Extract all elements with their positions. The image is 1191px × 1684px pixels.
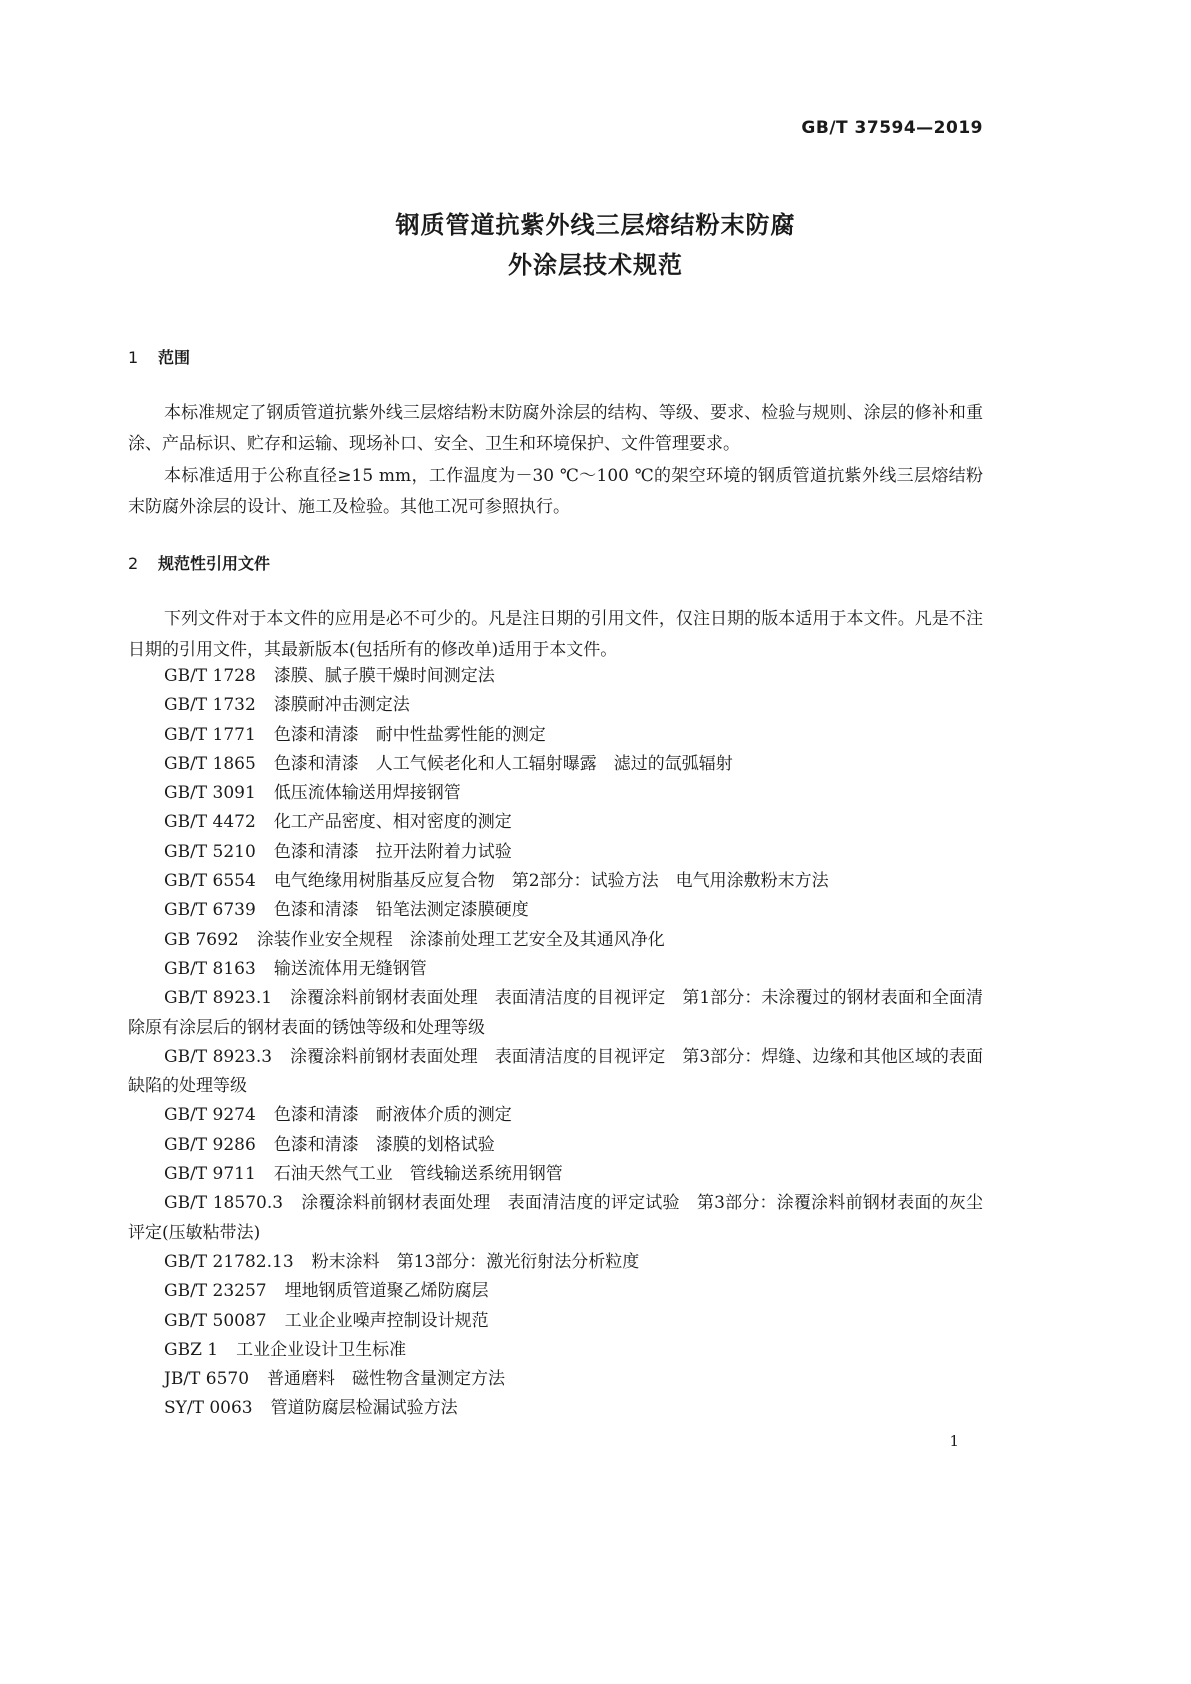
reference-code: GB/T 1865 [164,753,256,774]
reference-item [128,984,983,1043]
reference-code: GB/T 9286 [164,1134,256,1155]
reference-item [128,838,983,867]
reference-title: 电气绝缘用树脂基反应复合物 第2部分：试验方法 电气用涂敷粉末方法 [273,871,829,892]
reference-code: GB/T 1728 [164,666,256,686]
reference-title: 色漆和清漆 漆膜的划格试验 [273,1134,495,1155]
reference-title: 漆膜、腻子膜干燥时间测定法 [273,666,495,686]
reference-title: 色漆和清漆 耐液体介质的测定 [273,1105,512,1126]
reference-item [128,955,983,984]
reference-item [128,1336,983,1365]
reference-title: 色漆和清漆 铅笔法测定漆膜硬度 [273,900,529,921]
reference-code: GB/T 1771 [164,724,256,745]
reference-code: GB/T 23257 [164,1281,267,1302]
section-number: 2 [128,554,139,573]
reference-code: GB/T 21782.13 [164,1251,294,1272]
section-1-heading [128,345,190,368]
reference-code: GB/T 5210 [164,841,256,862]
section-title: 范围 [158,348,191,367]
reference-item [128,1248,983,1277]
reference-code: JB/T 6570 [164,1369,250,1390]
reference-item [128,779,983,808]
reference-title: 涂覆涂料前钢材表面处理 表面清洁度的评定试验 第3部分：涂覆涂料前钢材表面的灰尘评定(压敏粘带法) [128,1193,983,1243]
reference-item [128,721,983,750]
reference-title: 色漆和清漆 拉开法附着力试验 [273,841,512,862]
reference-item [128,662,983,691]
reference-code: GB 7692 [164,929,239,950]
reference-title: 管道防腐层检漏试验方法 [270,1398,458,1419]
reference-item [128,808,983,837]
reference-code: GB/T 50087 [164,1310,267,1331]
reference-item [128,750,983,779]
reference-code: GB/T 8163 [164,958,256,979]
reference-code: GB/T 8923.3 [164,1046,273,1067]
reference-title: 涂覆涂料前钢材表面处理 表面清洁度的目视评定 第3部分：焊缝、边缘和其他区域的表面缺陷的处理等级 [128,1046,983,1097]
reference-title: 色漆和清漆 耐中性盐雾性能的测定 [273,724,546,745]
reference-code: GBZ 1 [164,1339,219,1360]
reference-item [128,1160,983,1189]
reference-code: SY/T 0063 [164,1398,253,1419]
reference-title: 漆膜耐冲击测定法 [273,695,410,716]
reference-title: 工业企业设计卫生标准 [236,1339,407,1360]
section-2-heading [128,551,270,574]
standard-code: GB/T 37594—2019 [801,118,983,138]
reference-code: GB/T 9274 [164,1105,256,1126]
reference-code: GB/T 1732 [164,695,256,716]
title-line-2: 外涂层技术规范 [508,251,683,279]
reference-item [128,1365,983,1394]
page-number: 1 [949,1432,959,1450]
reference-title: 低压流体输送用焊接钢管 [273,783,461,804]
reference-item [128,1189,983,1248]
reference-title: 涂装作业安全规程 涂漆前处理工艺安全及其通风净化 [256,929,665,950]
reference-title: 输送流体用无缝钢管 [273,958,427,979]
reference-title: 色漆和清漆 人工气候老化和人工辐射曝露 滤过的氙弧辐射 [273,753,733,774]
section-1-paragraph-1: 本标准规定了钢质管道抗紫外线三层熔结粉末防腐外涂层的结构、等级、要求、检验与规则、涂层的修补和重涂、产品标识、贮存和运输、现场补口、安全、卫生和环境保护、文件管理要求。 [128,403,983,454]
reference-list [128,662,983,1424]
reference-item [128,867,983,896]
section-title: 规范性引用文件 [158,554,271,573]
reference-item [128,1394,983,1423]
reference-code: GB/T 18570.3 [164,1193,284,1214]
section-number: 1 [128,348,139,367]
reference-title: 工业企业噪声控制设计规范 [284,1310,489,1331]
title-line-1: 钢质管道抗紫外线三层熔结粉末防腐 [395,211,796,239]
reference-item [128,1043,983,1102]
reference-item [128,1131,983,1160]
reference-title: 石油天然气工业 管线输送系统用钢管 [273,1164,563,1185]
reference-title: 粉末涂料 第13部分：激光衍射法分析粒度 [311,1251,640,1272]
document-title [0,205,1191,285]
reference-code: GB/T 9711 [164,1164,256,1185]
reference-item [128,926,983,955]
reference-code: GB/T 4472 [164,812,256,833]
reference-code: GB/T 8923.1 [164,988,273,1009]
reference-code: GB/T 6739 [164,900,256,921]
reference-title: 普通磨料 磁性物含量测定方法 [267,1369,506,1390]
reference-code: GB/T 6554 [164,871,256,892]
reference-title: 化工产品密度、相对密度的测定 [273,812,512,833]
reference-item [128,691,983,720]
reference-title: 涂覆涂料前钢材表面处理 表面清洁度的目视评定 第1部分：未涂覆过的钢材表面和全面清除原有涂层后的钢材表面的锈蚀等级和处理等级 [128,988,983,1038]
section-2-paragraph-1: 下列文件对于本文件的应用是必不可少的。凡是注日期的引用文件，仅注日期的版本适用于本文件。凡是不注日期的引用文件，其最新版本(包括所有的修改单)适用于本文件。 [128,609,983,660]
reference-item [128,1277,983,1306]
reference-item [128,1307,983,1336]
reference-title: 埋地钢质管道聚乙烯防腐层 [284,1281,489,1302]
reference-item [128,1101,983,1130]
reference-code: GB/T 3091 [164,783,256,804]
reference-item [128,896,983,925]
section-1-paragraph-2: 本标准适用于公称直径≥15 mm，工作温度为－30 ℃～100 ℃的架空环境的钢质管道抗紫外线三层熔结粉末防腐外涂层的设计、施工及检验。其他工况可参照执行。 [128,466,983,517]
